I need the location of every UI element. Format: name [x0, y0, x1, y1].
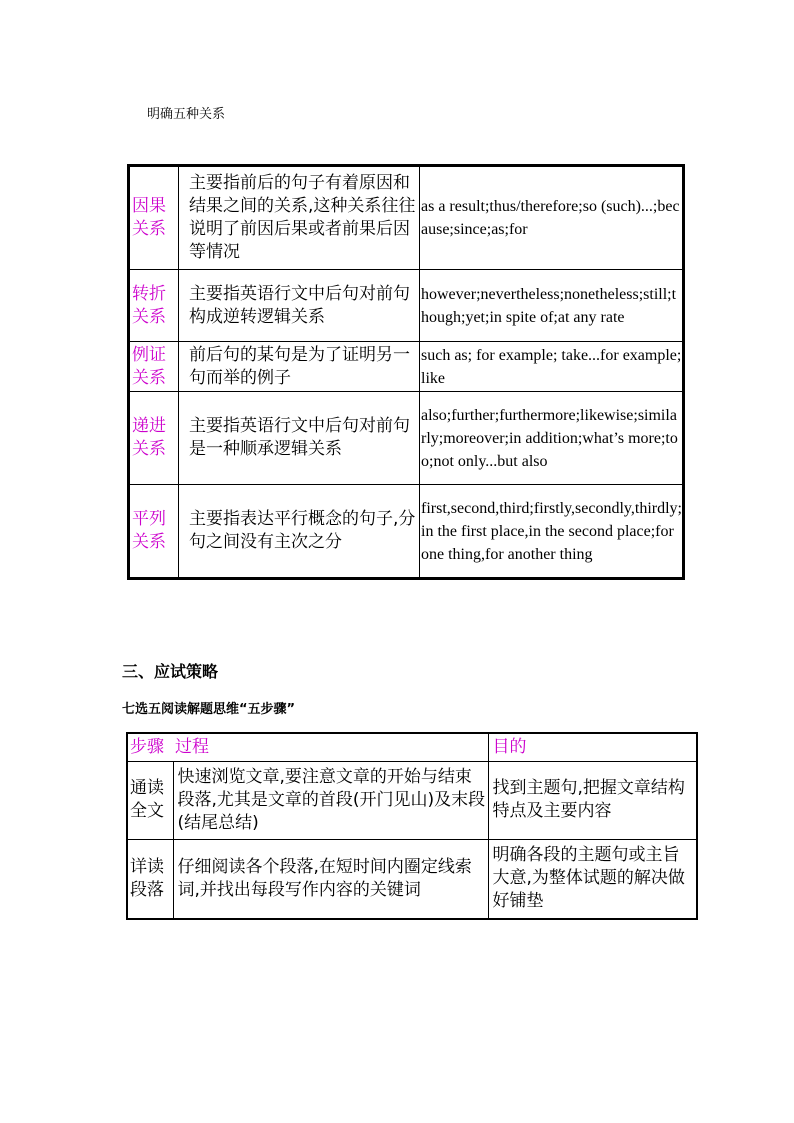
relation-description: 主要指前后的句子有着原因和结果之间的关系,这种关系往往说明了前因后果或者前果后因等情况 [179, 166, 420, 270]
step-process: 仔细阅读各个段落,在短时间内圈定线索词,并找出每段写作内容的关键词 [173, 839, 488, 919]
relation-description: 主要指英语行文中后句对前句是一种顺承逻辑关系 [179, 392, 420, 485]
relation-connectives: as a result;thus/therefore;so (such)...;because;since;as;for [420, 166, 684, 270]
table-row [127, 839, 697, 919]
relation-connectives: such as; for example; take...for example; like [420, 342, 684, 392]
step-name: 详读段落 [127, 839, 173, 919]
relation-connectives: also;further;furthermore;likewise;similarly;moreover;in addition;what’s more;too;not only...but also [420, 392, 684, 485]
relations-table [127, 164, 685, 580]
step-purpose: 找到主题句,把握文章结构特点及主要内容 [488, 761, 697, 839]
relation-connectives: however;nevertheless;nonetheless;still;though;yet;in spite of;at any rate [420, 270, 684, 342]
table-row [129, 270, 684, 342]
steps-table [126, 732, 698, 920]
section-title: 三、应试策略 [122, 662, 219, 681]
intro-text: 明确五种关系 [147, 107, 226, 122]
relation-name: 例证关系 [129, 342, 179, 392]
step-process: 快速浏览文章,要注意文章的开始与结束段落,尤其是文章的首段(开门见山)及末段(结尾总结) [173, 761, 488, 839]
relation-description: 主要指英语行文中后句对前句构成逆转逻辑关系 [179, 270, 420, 342]
header-step: 步骤 [127, 733, 173, 761]
table-row [129, 392, 684, 485]
relation-name: 平列关系 [129, 485, 179, 579]
relation-name: 递进关系 [129, 392, 179, 485]
header-purpose: 目的 [488, 733, 697, 761]
relation-connectives: first,second,third;firstly,secondly,thirdly;in the first place,in the second place;for one thing,for another thing [420, 485, 684, 579]
table-row [129, 485, 684, 579]
step-purpose: 明确各段的主题句或主旨大意,为整体试题的解决做好铺垫 [488, 839, 697, 919]
step-name: 通读全文 [127, 761, 173, 839]
relation-description: 主要指表达平行概念的句子,分句之间没有主次之分 [179, 485, 420, 579]
table-row [129, 166, 684, 270]
table-row [127, 761, 697, 839]
table-row [129, 342, 684, 392]
relation-name: 因果关系 [129, 166, 179, 270]
relation-name: 转折关系 [129, 270, 179, 342]
relation-description: 前后句的某句是为了证明另一句而举的例子 [179, 342, 420, 392]
subsection-title: 七选五阅读解题思维“五步骤” [122, 702, 296, 717]
header-process: 过程 [173, 733, 488, 761]
table-header-row [127, 733, 697, 761]
